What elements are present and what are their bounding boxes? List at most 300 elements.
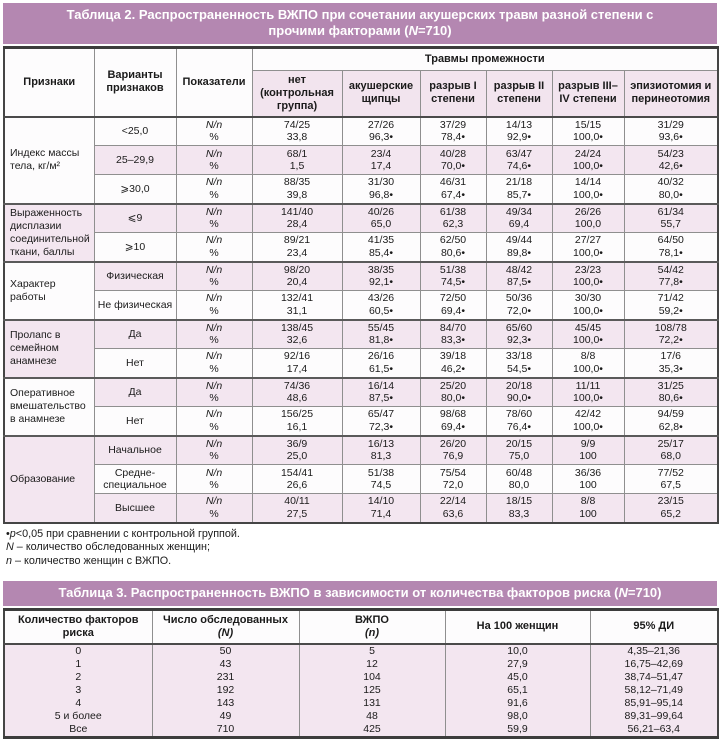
- t2-value-cell: [486, 204, 552, 233]
- t2-value-cell: [420, 378, 486, 407]
- t3-value-cell: 2: [4, 671, 152, 684]
- t2-pct-value: 80,0: [508, 479, 530, 491]
- t3-value-cell: 85,91–95,14: [590, 697, 718, 710]
- t2-value-cell: [624, 262, 718, 291]
- t2-pct-value: 100,0: [574, 218, 602, 231]
- t2-pct-value: 80,0•: [440, 392, 466, 405]
- t3-data-row: [4, 658, 718, 671]
- t2-pct-value: 71,4: [370, 507, 392, 520]
- t2-pct-value: 17,4: [370, 160, 392, 172]
- t2-value-cell: [486, 320, 552, 349]
- t2-value-cell: [252, 146, 342, 175]
- t2-nn-value: 22/14: [439, 495, 467, 508]
- t2-nn-value: 26/26: [574, 205, 602, 218]
- t2-nn-value: 26/20: [439, 437, 467, 450]
- t2-pct-value: 74,6•: [506, 160, 532, 172]
- t3-value-cell: 3: [4, 684, 152, 697]
- t2-indicator-pct-label: %: [209, 160, 219, 172]
- table2-title-suffix: =710): [417, 23, 452, 38]
- t2-indicator-pct-label: %: [209, 246, 219, 259]
- t2-value-cell: [486, 233, 552, 262]
- t3-data-row: [4, 710, 718, 723]
- t2-indicator-cell: [176, 204, 252, 233]
- t2-pct-value: 26,6: [286, 479, 308, 491]
- t2-value-cell: [552, 436, 624, 465]
- t2-value-cell: [624, 436, 718, 465]
- t2-value-cell: [624, 320, 718, 349]
- t2-group-label: Выраженность дисплазии соединительной ткани, баллы: [4, 204, 94, 262]
- t2-pct-value: 100,0•: [573, 188, 603, 201]
- t2-pct-value: 67,5: [660, 479, 681, 491]
- t2-nn-value: 156/25: [280, 408, 314, 421]
- t2-data-row: [4, 175, 718, 204]
- t2-value-cell: [342, 378, 420, 407]
- t2-nn-value: 64/50: [657, 234, 684, 247]
- t2-value-cell: [486, 465, 552, 494]
- t2-indicator-cell: [176, 291, 252, 320]
- t3-data-row: [4, 671, 718, 684]
- t2-value-cell: [552, 407, 624, 436]
- t2-group-label: Образование: [4, 436, 94, 523]
- t2-pct-value: 76,9: [442, 450, 464, 463]
- t2-pct-value: 28,4: [286, 218, 308, 231]
- t2-value-cell: [342, 233, 420, 262]
- t2-pct-value: 87,5•: [506, 276, 532, 289]
- t2-value-cell: [486, 262, 552, 291]
- t2-pct-value: 46,2•: [440, 362, 466, 375]
- t2-nn-value: 72/50: [439, 292, 467, 305]
- t2-nn-value: 8/8: [580, 495, 596, 508]
- t3-header-examined-N: Число обследованных (N): [152, 610, 299, 644]
- t3-value-cell: 10,0: [445, 644, 590, 658]
- t2-pct-value: 100,0•: [573, 304, 603, 317]
- t2-nn-value: 40/28: [439, 147, 467, 160]
- t2-nn-value: 41/35: [367, 234, 395, 247]
- t2-nn-value: 26/16: [367, 350, 395, 363]
- t2-pct-value: 100: [579, 450, 597, 463]
- t3-header-per-100: На 100 женщин: [445, 610, 590, 644]
- t2-pct-value: 76,4•: [506, 420, 532, 433]
- t2-value-cell: [420, 291, 486, 320]
- t2-pct-value: 100,0•: [573, 276, 603, 289]
- t2-value-cell: [486, 349, 552, 378]
- t2-nn-value: 61/34: [657, 205, 684, 218]
- t2-value-cell: [624, 204, 718, 233]
- t3-value-cell: Все: [4, 723, 152, 738]
- t2-pct-value: 100,0•: [573, 334, 603, 347]
- t2-value-cell: [624, 465, 718, 494]
- table3-title-bar: [3, 581, 717, 606]
- t2-pct-value: 92,9•: [506, 131, 532, 144]
- t2-pct-value: 42,6•: [658, 160, 683, 172]
- t2-value-cell: [486, 436, 552, 465]
- t2-value-cell: [420, 146, 486, 175]
- t2-pct-value: 93,6•: [658, 131, 683, 144]
- t3-header-vzhpo-n: ВЖПО (n): [299, 610, 445, 644]
- t2-pct-value: 78,4•: [440, 131, 466, 144]
- t2-value-cell: [552, 494, 624, 523]
- t2-value-cell: [552, 465, 624, 494]
- t3-value-cell: 5: [299, 644, 445, 658]
- t2-pct-value: 31,1: [286, 304, 308, 317]
- t2-nn-value: 92/16: [283, 350, 311, 363]
- t2-value-cell: [252, 378, 342, 407]
- t2-pct-value: 48,6: [286, 392, 308, 405]
- t3-data-row: [4, 644, 718, 658]
- t2-nn-value: 23/4: [370, 147, 392, 160]
- t2-nn-value: 39/18: [439, 350, 467, 363]
- t2-nn-value: 8/8: [580, 350, 596, 363]
- t2-nn-value: 17/6: [660, 350, 681, 363]
- t2-pct-value: 27,5: [286, 507, 308, 520]
- t3-value-cell: 56,21–63,4: [590, 723, 718, 738]
- t2-indicator-nn-label: N/n: [205, 205, 223, 218]
- table2-title-text: Таблица 2. Распространенность ВЖПО при сочетании акушерских травм разной степени с прочими факторами (: [66, 7, 654, 38]
- t3-value-cell: 65,1: [445, 684, 590, 697]
- t2-pct-value: 92,3•: [506, 334, 532, 347]
- t2-value-cell: [624, 291, 718, 320]
- t3-header-ci-95: 95% ДИ: [590, 610, 718, 644]
- t2-nn-value: 25/17: [657, 437, 684, 450]
- t2-data-row: [4, 146, 718, 175]
- t2-indicator-cell: [176, 233, 252, 262]
- t3-value-cell: 710: [152, 723, 299, 738]
- t2-value-cell: [552, 146, 624, 175]
- t2-nn-value: 98/20: [283, 263, 311, 276]
- t2-pct-value: 61,5•: [368, 362, 394, 375]
- t2-indicator-nn-label: N/n: [205, 147, 223, 160]
- t3-value-cell: 125: [299, 684, 445, 697]
- t2-data-row: [4, 320, 718, 349]
- t3-value-cell: 4,35–21,36: [590, 644, 718, 658]
- t2-data-row: [4, 436, 718, 465]
- t2-indicator-nn-label: N/n: [205, 321, 223, 334]
- table2-grid: [3, 46, 719, 524]
- t2-nn-value: 63/47: [505, 147, 533, 160]
- t2-value-cell: [252, 407, 342, 436]
- t2-data-row: [4, 117, 718, 146]
- t2-pct-value: 80,6•: [658, 392, 683, 405]
- t2-nn-value: 49/44: [505, 234, 533, 247]
- t2-pct-value: 16,1: [286, 420, 308, 433]
- t2-pct-value: 1,5: [289, 160, 305, 172]
- t3-value-cell: 192: [152, 684, 299, 697]
- table2-title-n-italic: N: [408, 23, 418, 38]
- t2-nn-value: 23/23: [574, 263, 602, 276]
- t2-nn-value: 43/26: [367, 292, 395, 305]
- t2-pct-value: 55,7: [660, 218, 681, 231]
- t3-value-cell: 45,0: [445, 671, 590, 684]
- t2-pct-value: 81,8•: [368, 334, 394, 347]
- t3-value-cell: 50: [152, 644, 299, 658]
- t2-value-cell: [252, 349, 342, 378]
- t2-pct-value: 74,5•: [440, 276, 466, 289]
- t2-pct-value: 20,4: [286, 276, 308, 289]
- t2-value-cell: [624, 117, 718, 146]
- t2-data-row: [4, 291, 718, 320]
- t2-nn-value: 45/45: [574, 321, 602, 334]
- t2-value-cell: [552, 233, 624, 262]
- t3-data-row: [4, 697, 718, 710]
- t2-nn-value: 65/47: [367, 408, 395, 421]
- t2-subheader-razryv-3-4: разрыв III–IV степени: [552, 71, 624, 117]
- t2-pct-value: 100,0•: [573, 131, 603, 144]
- t2-value-cell: [342, 320, 420, 349]
- t2-nn-value: 16/14: [367, 379, 395, 392]
- t2-indicator-pct-label: %: [209, 420, 219, 433]
- t2-indicator-pct-label: %: [209, 304, 219, 317]
- t2-value-cell: [252, 233, 342, 262]
- t2-nn-value: 33/18: [505, 350, 533, 363]
- t2-nn-value: 71/42: [657, 292, 684, 305]
- t2-value-cell: [552, 349, 624, 378]
- t2-value-cell: [420, 320, 486, 349]
- t2-value-cell: [252, 436, 342, 465]
- t2-pct-value: 69,4•: [440, 304, 466, 317]
- t2-value-cell: [486, 146, 552, 175]
- t2-nn-value: 62/50: [439, 234, 467, 247]
- t2-nn-value: 51/38: [367, 466, 395, 479]
- t2-pct-value: 62,3: [442, 218, 464, 231]
- t2-variant-cell: Нет: [94, 349, 176, 378]
- t3-value-cell: 12: [299, 658, 445, 671]
- t2-nn-value: 60/48: [505, 466, 533, 479]
- t2-value-cell: [342, 465, 420, 494]
- t3-value-cell: 43: [152, 658, 299, 671]
- t2-pct-value: 65,2: [660, 507, 681, 520]
- t2-variant-cell: Нет: [94, 407, 176, 436]
- t2-nn-value: 77/52: [657, 466, 684, 479]
- t2-variant-cell: <25,0: [94, 117, 176, 146]
- t2-nn-value: 40/11: [284, 495, 310, 508]
- t2-value-cell: [552, 117, 624, 146]
- t2-pct-value: 100: [579, 479, 597, 491]
- t2-nn-value: 36/9: [286, 437, 308, 450]
- t3-value-cell: 4: [4, 697, 152, 710]
- t2-nn-value: 54/42: [657, 263, 684, 276]
- t2-value-cell: [624, 146, 718, 175]
- t3-value-cell: 5 и более: [4, 710, 152, 723]
- t2-pct-value: 72,3•: [368, 420, 394, 433]
- t2-nn-value: 36/36: [574, 466, 602, 479]
- t2-value-cell: [342, 494, 420, 523]
- t2-pct-value: 85,4•: [368, 246, 394, 259]
- t2-value-cell: [624, 407, 718, 436]
- t2-value-cell: [486, 407, 552, 436]
- t2-pct-value: 100,0•: [573, 160, 603, 172]
- t2-pct-value: 100,0•: [573, 362, 603, 375]
- t2-group-label: Пролапс в семейном анамнезе: [4, 320, 94, 378]
- t2-value-cell: [342, 204, 420, 233]
- t2-nn-value: 27/26: [367, 118, 395, 131]
- t2-pct-value: 100: [579, 507, 597, 520]
- t2-nn-value: 94/59: [657, 408, 684, 421]
- t3-value-cell: 104: [299, 671, 445, 684]
- t2-value-cell: [342, 436, 420, 465]
- t2-pct-value: 81,3: [370, 450, 392, 463]
- t2-pct-value: 83,3: [508, 507, 530, 520]
- t2-nn-value: 51/38: [439, 263, 467, 276]
- t2-pct-value: 83,3•: [440, 334, 466, 347]
- t2-variant-cell: 25–29,9: [94, 146, 176, 175]
- table2-footnotes: [3, 524, 717, 569]
- t2-pct-value: 69,4•: [440, 420, 466, 433]
- t2-nn-value: 14/14: [574, 176, 602, 189]
- t2-nn-value: 42/42: [574, 408, 602, 421]
- t2-pct-value: 33,8: [286, 131, 308, 144]
- t2-pct-value: 85,7•: [506, 188, 532, 201]
- t2-indicator-nn-label: N/n: [205, 350, 223, 363]
- t2-pct-value: 32,6: [286, 334, 308, 347]
- t2-value-cell: [624, 233, 718, 262]
- t2-nn-value: 74/36: [283, 379, 311, 392]
- t2-pct-value: 70,0•: [440, 160, 466, 172]
- t2-value-cell: [342, 291, 420, 320]
- t2-pct-value: 72,2•: [658, 334, 683, 347]
- t2-variant-cell: Средне-специальное: [94, 465, 176, 494]
- t2-value-cell: [252, 320, 342, 349]
- t2-value-cell: [420, 175, 486, 204]
- footnote-significance: •p<0,05 при сравнении с контрольной группой.: [6, 527, 240, 540]
- t2-data-row: [4, 378, 718, 407]
- t2-nn-value: 21/18: [505, 176, 533, 189]
- t2-pct-value: 72,0: [442, 479, 464, 491]
- t2-pct-value: 80,6•: [440, 246, 466, 259]
- t2-pct-value: 67,4•: [440, 188, 466, 201]
- t2-nn-value: 108/78: [654, 321, 687, 334]
- t3-value-cell: 98,0: [445, 710, 590, 723]
- t2-data-row: [4, 204, 718, 233]
- t2-value-cell: [420, 494, 486, 523]
- t2-value-cell: [624, 378, 718, 407]
- t2-nn-value: 14/13: [505, 118, 533, 131]
- t2-value-cell: [624, 175, 718, 204]
- t2-pct-value: 69,4: [508, 218, 530, 231]
- t2-value-cell: [420, 465, 486, 494]
- t3-header-risk-factors: Количество факторов риска: [4, 610, 152, 644]
- t2-value-cell: [420, 233, 486, 262]
- t2-indicator-cell: [176, 146, 252, 175]
- t2-value-cell: [486, 175, 552, 204]
- t2-header-priznaki: Признаки: [4, 48, 94, 117]
- t2-nn-value: 88/35: [283, 176, 311, 189]
- t2-nn-value: 46/31: [439, 176, 467, 189]
- t2-pct-value: 89,8•: [506, 246, 532, 259]
- t3-value-cell: 89,31–99,64: [590, 710, 718, 723]
- t2-indicator-cell: [176, 320, 252, 349]
- t2-value-cell: [342, 407, 420, 436]
- t2-data-row: [4, 465, 718, 494]
- t2-data-row: [4, 349, 718, 378]
- t2-value-cell: [624, 494, 718, 523]
- t2-indicator-nn-label: N/n: [205, 118, 223, 131]
- t2-value-cell: [486, 378, 552, 407]
- t2-indicator-nn-label: N/n: [205, 292, 223, 305]
- t2-value-cell: [252, 262, 342, 291]
- t2-indicator-cell: [176, 465, 252, 494]
- t2-nn-value: 138/45: [280, 321, 314, 334]
- t2-variant-cell: Да: [94, 378, 176, 407]
- t2-data-row: [4, 233, 718, 262]
- t2-pct-value: 92,1•: [368, 276, 394, 289]
- t2-nn-value: 154/41: [280, 466, 314, 479]
- t2-value-cell: [420, 204, 486, 233]
- t2-value-cell: [420, 262, 486, 291]
- t2-indicator-nn-label: N/n: [205, 437, 223, 450]
- t2-nn-value: 11/11: [575, 379, 601, 392]
- t2-indicator-pct-label: %: [209, 334, 219, 347]
- t2-nn-value: 24/24: [574, 147, 602, 160]
- t2-indicator-cell: [176, 407, 252, 436]
- t2-nn-value: 31/29: [657, 118, 684, 131]
- t2-nn-value: 65/60: [505, 321, 533, 334]
- t2-indicator-cell: [176, 175, 252, 204]
- t2-indicator-pct-label: %: [209, 218, 219, 231]
- table3-title-text: Таблица 3. Распространенность ВЖПО в зависимости от количества факторов риска (: [58, 585, 619, 600]
- t2-pct-value: 60,5•: [368, 304, 394, 317]
- t2-value-cell: [252, 175, 342, 204]
- t2-data-row: [4, 494, 718, 523]
- t2-pct-value: 78,1•: [658, 246, 683, 259]
- t2-indicator-pct-label: %: [209, 188, 219, 201]
- t2-value-cell: [552, 262, 624, 291]
- t2-value-cell: [486, 291, 552, 320]
- t2-value-cell: [252, 117, 342, 146]
- table2-title-bar: [3, 3, 717, 44]
- t2-nn-value: 89/21: [283, 234, 311, 247]
- t2-data-row: [4, 407, 718, 436]
- t3-value-cell: 27,9: [445, 658, 590, 671]
- t2-indicator-pct-label: %: [209, 507, 219, 520]
- t2-pct-value: 68,0: [660, 450, 681, 463]
- t2-variant-cell: ⩽9: [94, 204, 176, 233]
- t2-indicator-pct-label: %: [209, 450, 219, 463]
- t2-subheader-shchiptsy: акушерские щипцы: [342, 71, 420, 117]
- t2-pct-value: 25,0: [286, 450, 308, 463]
- t2-value-cell: [486, 494, 552, 523]
- t2-nn-value: 50/36: [505, 292, 533, 305]
- t2-nn-value: 68/1: [286, 147, 308, 160]
- t2-nn-value: 25/20: [439, 379, 467, 392]
- t2-pct-value: 17,4: [286, 362, 308, 375]
- table3-title-n-italic: N: [618, 585, 628, 600]
- t3-value-cell: 0: [4, 644, 152, 658]
- t2-nn-value: 132/41: [280, 292, 314, 305]
- t3-value-cell: 91,6: [445, 697, 590, 710]
- t2-nn-value: 98/68: [439, 408, 467, 421]
- t2-group-label: Индекс массы тела, кг/м²: [4, 117, 94, 204]
- t2-pct-value: 63,6: [442, 507, 464, 520]
- t2-pct-value: 39,8: [286, 188, 308, 201]
- t2-value-cell: [420, 349, 486, 378]
- t2-value-cell: [342, 349, 420, 378]
- t2-nn-value: 30/30: [574, 292, 602, 305]
- t2-indicator-pct-label: %: [209, 479, 219, 491]
- t2-pct-value: 77,8•: [658, 276, 683, 289]
- t2-variant-cell: Да: [94, 320, 176, 349]
- t2-value-cell: [420, 407, 486, 436]
- t2-nn-value: 48/42: [505, 263, 533, 276]
- t2-nn-value: 31/25: [657, 379, 684, 392]
- t2-indicator-cell: [176, 378, 252, 407]
- t3-value-cell: 131: [299, 697, 445, 710]
- t3-data-row: [4, 723, 718, 738]
- t2-value-cell: [420, 117, 486, 146]
- t2-indicator-pct-label: %: [209, 392, 219, 405]
- t2-pct-value: 100,0•: [573, 420, 603, 433]
- t2-nn-value: 78/60: [505, 408, 533, 421]
- t2-value-cell: [252, 204, 342, 233]
